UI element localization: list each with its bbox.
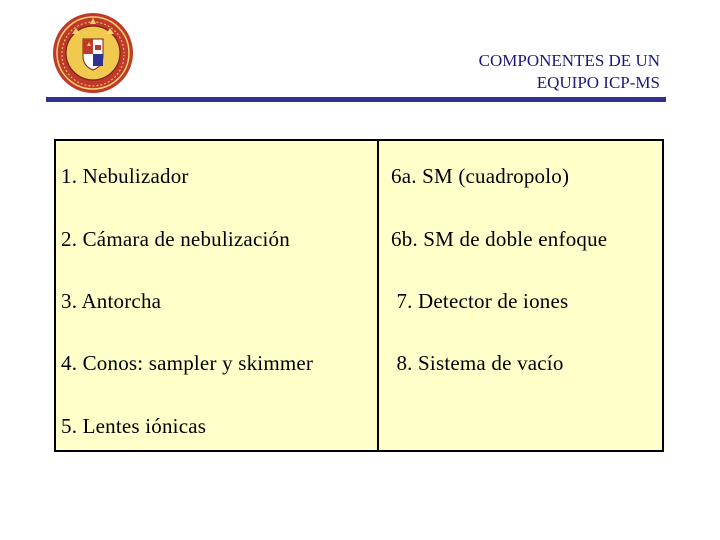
component-item-ion-detector: 7. Detector de iones <box>391 289 569 313</box>
components-panel <box>54 139 664 452</box>
component-item-nebulizer: 1. Nebulizador <box>61 164 189 188</box>
university-seal-icon <box>52 12 134 94</box>
component-item-spray-chamber: 2. Cámara de nebulización <box>61 227 290 251</box>
component-item-double-focus-ms: 6b. SM de doble enfoque <box>391 227 608 251</box>
component-item-quadrupole-ms: 6a. SM (cuadropolo) <box>391 164 570 188</box>
slide-title-line-2: EQUIPO ICP-MS <box>536 73 660 92</box>
header-rule <box>46 97 666 102</box>
slide-title <box>479 50 660 94</box>
component-item-cones: 4. Conos: sampler y skimmer <box>61 351 314 375</box>
column-divider <box>377 141 379 450</box>
component-item-ion-lenses: 5. Lentes iónicas <box>61 414 207 438</box>
slide-title-line-1: COMPONENTES DE UN <box>478 51 660 70</box>
component-item-torch: 3. Antorcha <box>61 289 162 313</box>
component-item-vacuum-system: 8. Sistema de vacío <box>391 351 564 375</box>
